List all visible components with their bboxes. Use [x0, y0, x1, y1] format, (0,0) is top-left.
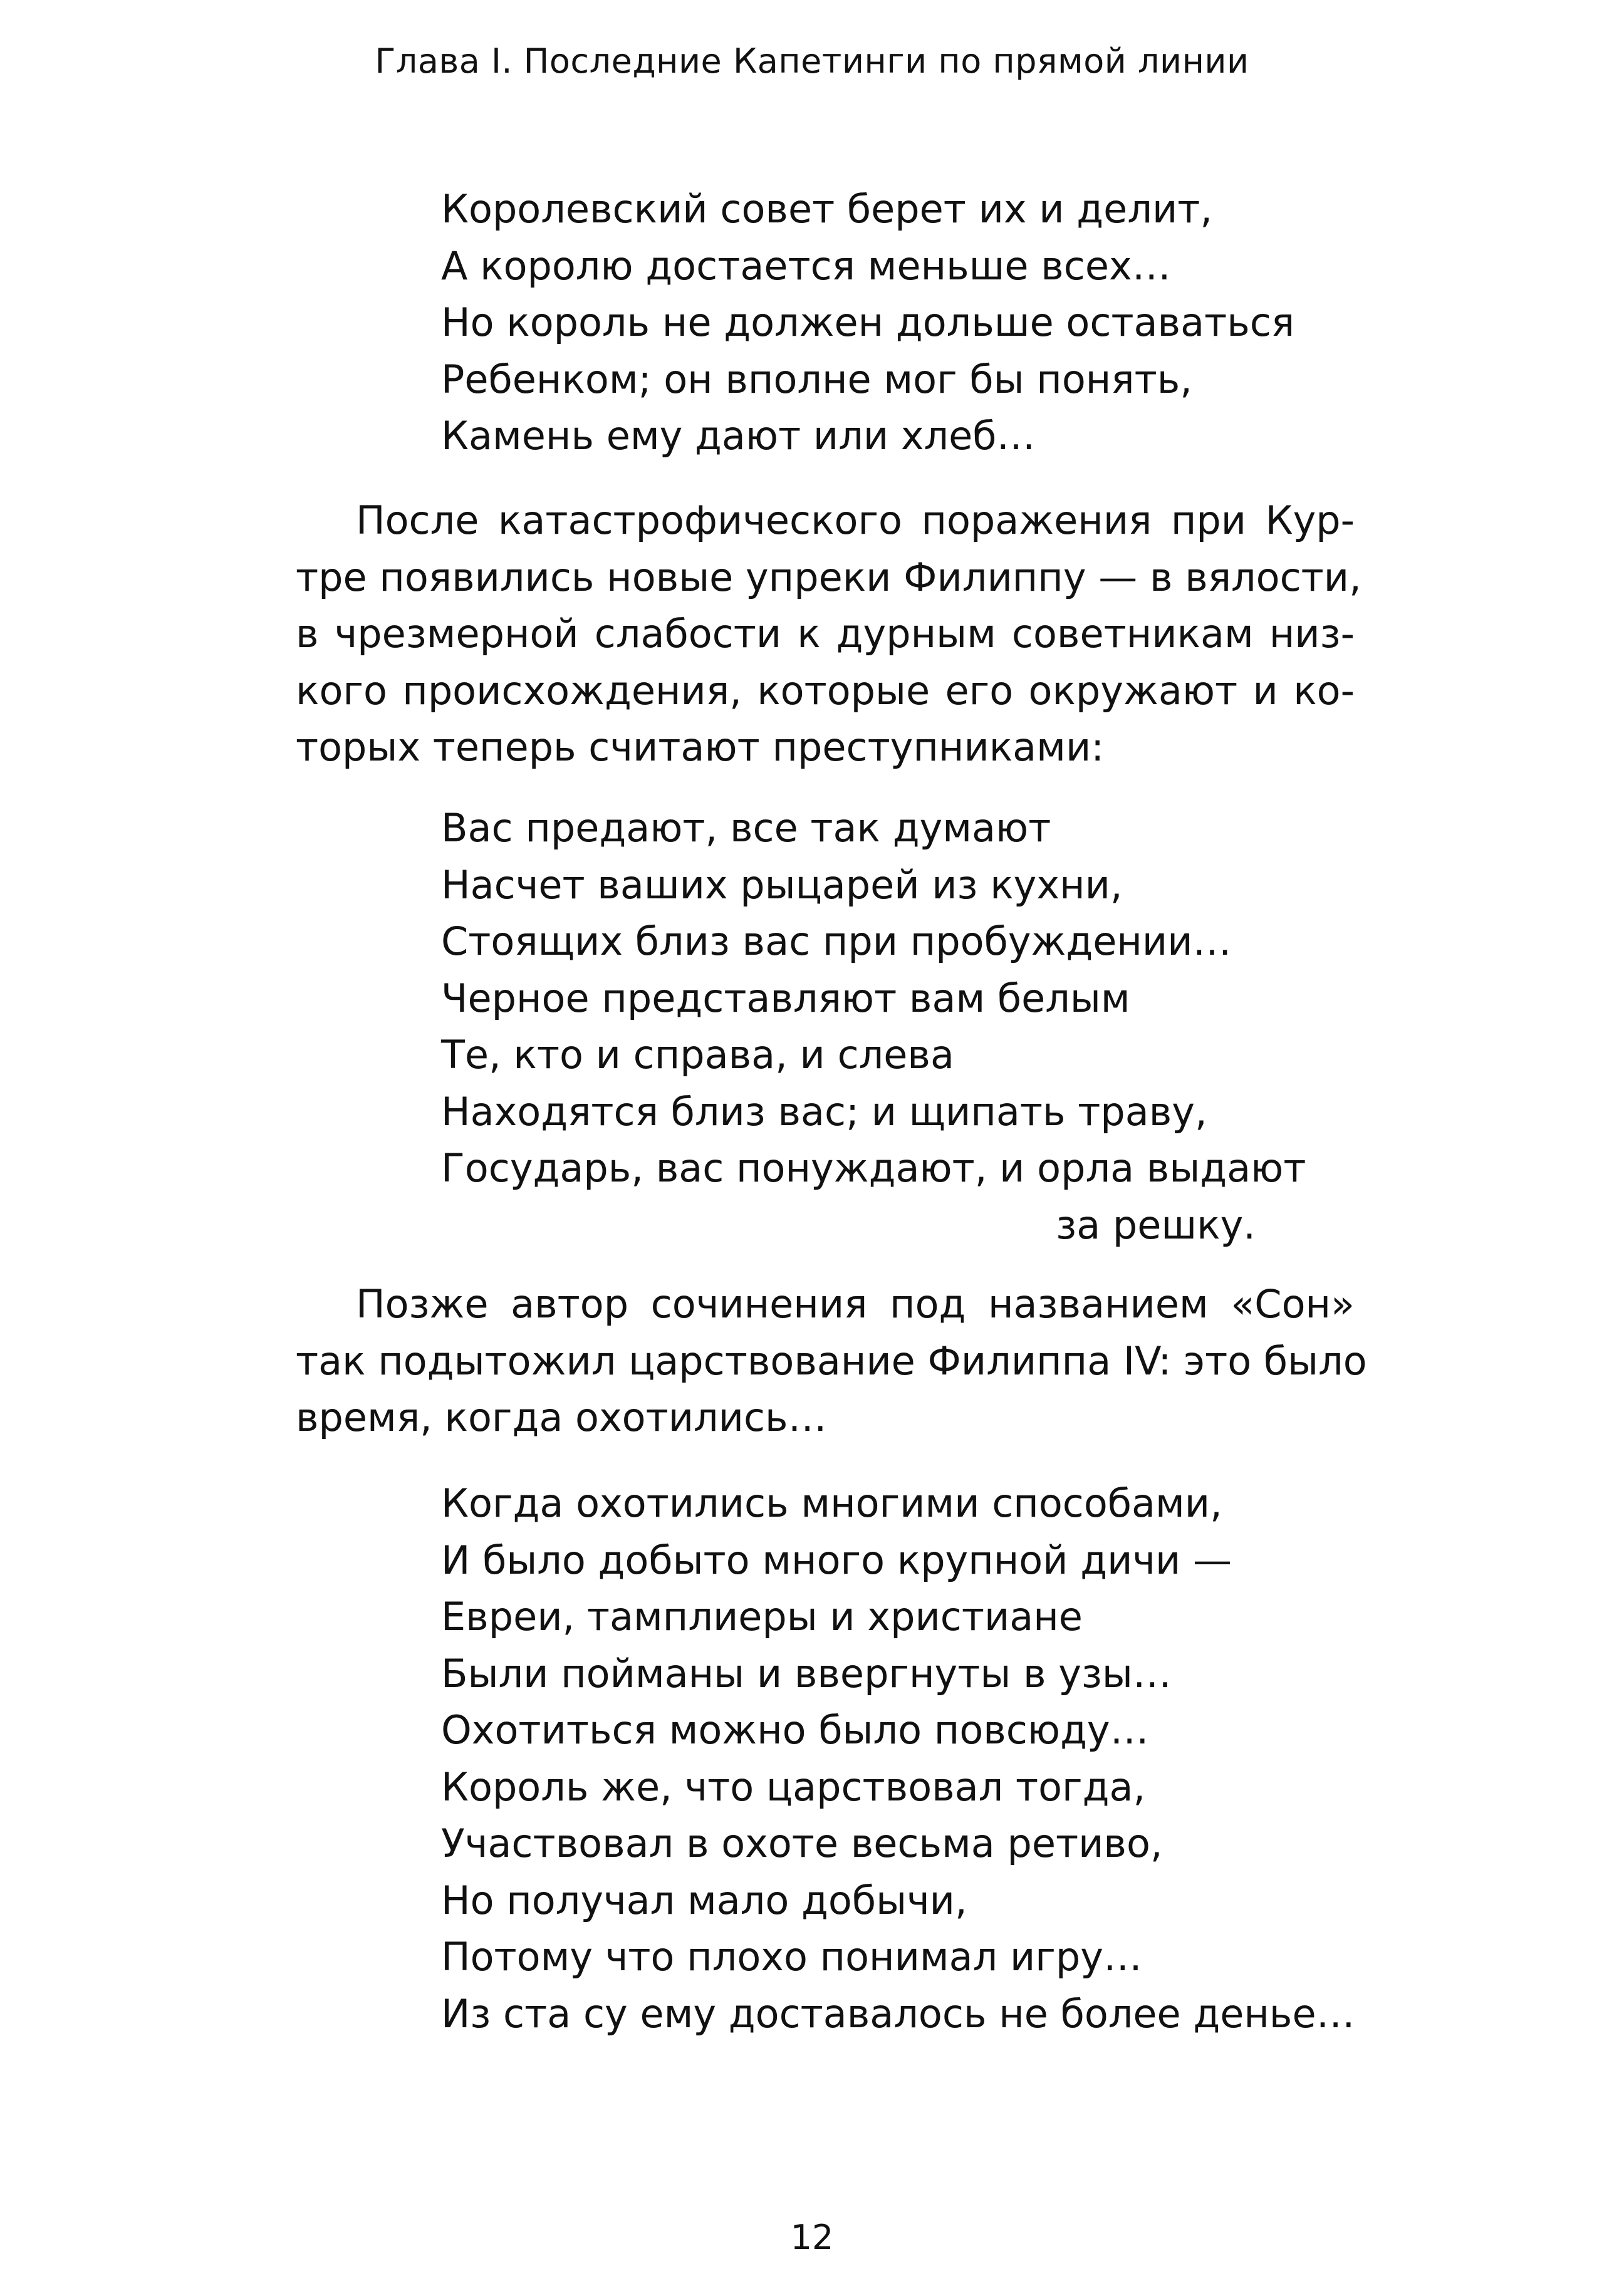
verse-line-continuation: за решку.: [1056, 1202, 1256, 1248]
verse-line: Потому что плохо понимал игру…: [441, 1934, 1142, 1980]
verse-line: Насчет ваших рыцарей из кухни,: [441, 861, 1123, 908]
verse-line: Стоящих близ вас при пробуждении…: [441, 918, 1232, 964]
verse-line: Из ста су ему доставалось не более денье…: [441, 1990, 1355, 2037]
verse-line: А королю достается меньше всех…: [441, 242, 1171, 289]
verse-line: Ребенком; он вполне мог бы понять,: [441, 356, 1192, 402]
paragraph-line: После катастрофического поражения при Кур-: [356, 497, 1355, 543]
paragraph-line: кого происхождения, которые его окружают и ко-: [296, 667, 1355, 714]
verse-line: Охотиться можно было повсюду…: [441, 1707, 1149, 1753]
paragraph-line: Позже автор сочинения под названием «Сон»: [356, 1281, 1355, 1327]
paragraph-line: так подытожил царствование Филиппа IV: это было: [296, 1338, 1367, 1384]
verse-line: И было добыто много крупной дичи —: [441, 1537, 1232, 1583]
verse-line: Евреи, тамплиеры и христиане: [441, 1594, 1083, 1639]
verse-line: Когда охотились многими способами,: [441, 1480, 1222, 1526]
paragraph-line: тре появились новые упреки Филиппу — в вялости,: [296, 554, 1361, 600]
verse-line: Были пойманы и ввергнуты в узы…: [441, 1650, 1172, 1696]
paragraph-line: торых теперь считают преступниками:: [296, 724, 1105, 770]
verse-stanza-1: [441, 181, 1295, 465]
paragraph-line: время, когда охотились…: [296, 1395, 827, 1440]
verse-line: Вас предают, все так думают: [441, 805, 1051, 851]
verse-line: Но король не должен дольше оставаться: [441, 299, 1295, 345]
verse-line: Те, кто и справа, и слева: [441, 1032, 954, 1078]
page-number: 12: [790, 2218, 834, 2257]
paragraph-line: в чрезмерной слабости к дурным советникам низ-: [296, 611, 1355, 657]
verse-line: Королевский совет берет их и делит,: [441, 186, 1213, 232]
paragraph-1: [296, 492, 1361, 776]
verse-line: Находятся близ вас; и щипать траву,: [441, 1088, 1207, 1135]
running-head: Глава I. Последние Капетинги по прямой линии: [375, 41, 1249, 81]
verse-stanza-3: [441, 1475, 1355, 2042]
paragraph-2: [296, 1276, 1367, 1447]
verse-line: Участвовал в охоте весьма ретиво,: [441, 1821, 1163, 1866]
verse-line: Камень ему дают или хлеб…: [441, 413, 1036, 459]
verse-line: Но получал мало добычи,: [441, 1877, 967, 1923]
verse-line: Черное представляют вам белым: [441, 975, 1130, 1021]
verse-line: Государь, вас понуждают, и орла выдают: [441, 1145, 1306, 1191]
verse-line: Король же, что царствовал тогда,: [441, 1764, 1146, 1810]
verse-stanza-2: [441, 800, 1306, 1254]
